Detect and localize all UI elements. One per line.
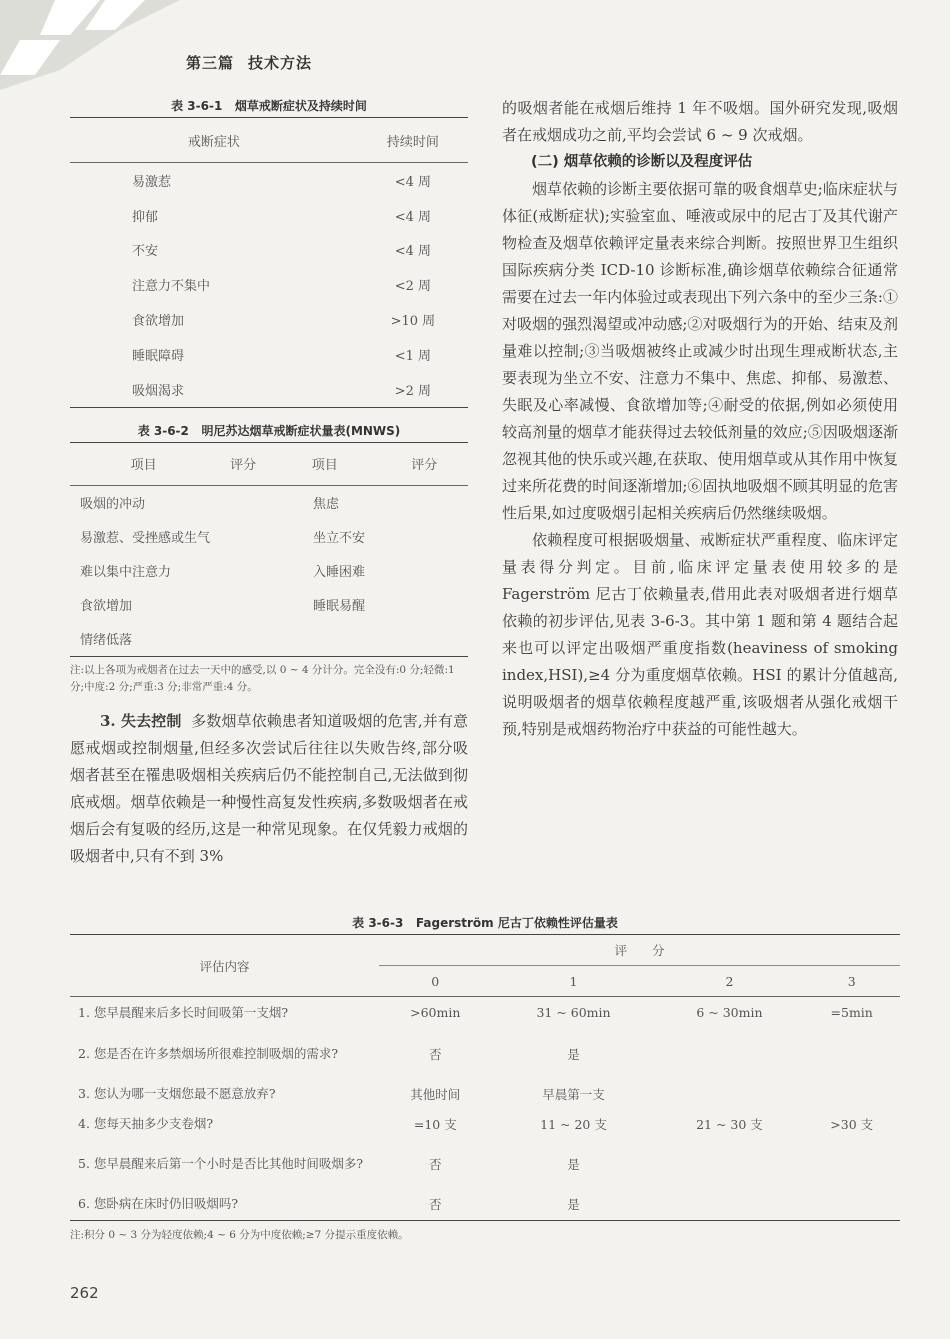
table1 (70, 117, 468, 408)
table1-cell-duration: <2 周 (394, 279, 432, 295)
table1-cell-symptom: 不安 (132, 244, 159, 260)
table1-row (70, 233, 468, 268)
table2-note: 注:以上各项为戒烟者在过去一天中的感受,以 0 ~ 4 分计分。完全没有:0 分;轻微:1 分;中度:2 分;严重:3 分;非常严重:4 分。 (70, 663, 455, 693)
table2-cell-score (217, 520, 269, 554)
table3-row (70, 1189, 900, 1221)
table3-score-cell (655, 1189, 803, 1221)
table2-header: 评分 (217, 442, 269, 485)
table3-question: 2. 您是否在许多禁烟场所很难控制吸烟的需求? (78, 1045, 339, 1061)
table2-cell-item: 睡眠易醒 (312, 599, 365, 615)
table3-score-cell: 6 ~ 30min (696, 1005, 763, 1021)
table3-question: 4. 您每天抽多少支卷烟? (78, 1115, 214, 1131)
table2 (70, 442, 468, 657)
table2-cell-item (269, 622, 380, 657)
table1-header: 戒断症状 (70, 118, 358, 163)
table2-caption (70, 420, 468, 442)
table1-cell-symptom: 食欲增加 (132, 314, 185, 330)
table2-cell-score (217, 588, 269, 622)
table3-question: 3. 您认为哪一支烟您最不愿意放弃? (78, 1085, 276, 1101)
table2-header: 项目 (269, 442, 380, 485)
table3-caption-title: Fagerström 尼古丁依赖性评估量表 (415, 916, 618, 930)
table3-score-cell: 否 (429, 1197, 442, 1213)
table2-cell-score (380, 485, 468, 520)
table3-score-cell: 否 (429, 1156, 442, 1172)
table1-cell-symptom: 吸烟渴求 (132, 383, 185, 399)
para-body: 多数烟草依赖患者知道吸烟的危害,并有意愿戒烟或控制烟量,但经多次尝试后往往以失败告终,部分吸烟者甚至在罹患吸烟相关疾病后仍不能控制自己,无法做到彻底戒烟。烟草依赖是一种慢性高复发性疾病,多数吸烟者在戒烟后会有复吸的经历,这是一种常见现象。在仅凭毅力戒烟的吸烟者中,只有不到 3% (70, 711, 468, 865)
table2-cell-item: 焦虑 (312, 497, 339, 513)
table3-score-cell (655, 1029, 803, 1079)
table2-row (70, 485, 468, 520)
table1-row (70, 302, 468, 337)
table1-cell-duration: <4 周 (394, 174, 432, 190)
table2-row (70, 520, 468, 554)
table1-cell-symptom: 注意力不集中 (132, 279, 211, 295)
table1-cell-symptom: 抑郁 (132, 209, 159, 225)
table2-cell-item: 易激惹、受挫感或生气 (80, 531, 211, 547)
table2-cell-item: 食欲增加 (80, 599, 133, 615)
table3-row (70, 1109, 900, 1139)
table1-row (70, 337, 468, 372)
table1-row (70, 372, 468, 407)
table3-block (70, 912, 900, 1244)
para-lead: 3. 失去控制 (100, 711, 182, 730)
table2-row (70, 622, 468, 657)
table2-cell-score (217, 622, 269, 657)
table2-cell-item: 难以集中注意力 (80, 565, 172, 581)
table3-row (70, 1079, 900, 1109)
table3-score-col: 2 (655, 966, 803, 997)
running-header (186, 52, 312, 73)
table3-question: 5. 您早晨醒来后第一个小时是否比其他时间吸烟多? (78, 1155, 364, 1171)
table3-score-header: 评 分 (379, 935, 900, 966)
table3-score-cell: >60min (410, 1005, 461, 1021)
table3-score-cell: 是 (567, 1046, 580, 1062)
table3 (70, 934, 900, 1221)
table3-score-cell: =10 支 (413, 1116, 457, 1132)
table2-row (70, 554, 468, 588)
table2-cell-score (380, 554, 468, 588)
table2-caption-num: 表 3-6-2 (137, 423, 189, 438)
section-heading: (二) 烟草依赖的诊断以及程度评估 (531, 154, 753, 170)
table3-score-cell: 早晨第一支 (542, 1086, 605, 1102)
table3-score-cell (803, 1139, 900, 1189)
table2-header: 项目 (70, 442, 217, 485)
table3-caption (70, 912, 900, 934)
table3-score-col: 0 (379, 966, 492, 997)
table1-cell-symptom: 易激惹 (132, 174, 172, 190)
page-number: 262 (70, 1284, 99, 1302)
table1-cell-duration: <4 周 (394, 209, 432, 225)
table2-cell-score (217, 485, 269, 520)
table2-cell-score (380, 588, 468, 622)
table1-row (70, 163, 468, 198)
table2-cell-item: 吸烟的冲动 (80, 497, 146, 513)
table1-cell-duration: <4 周 (394, 244, 432, 260)
table3-caption-num: 表 3-6-3 (352, 916, 404, 930)
table2-cell-score (380, 520, 468, 554)
table3-score-col: 1 (492, 966, 656, 997)
table3-score-cell (803, 1079, 900, 1109)
header-part: 第三篇 (186, 54, 235, 72)
table1-cell-duration: >10 周 (390, 314, 436, 330)
table3-question: 6. 您卧病在床时仍旧吸烟吗? (78, 1196, 239, 1212)
table2-caption-title: 明尼苏达烟草戒断症状量表(MNWS) (201, 423, 401, 438)
table1-header: 持续时间 (358, 118, 468, 163)
table1-caption (70, 95, 468, 117)
table3-score-cell: 21 ~ 30 支 (696, 1116, 763, 1132)
table3-score-cell: >30 支 (830, 1116, 874, 1132)
table3-score-cell: 其他时间 (410, 1086, 461, 1102)
table1-cell-duration: >2 周 (394, 383, 432, 399)
table2-header: 评分 (380, 442, 468, 485)
table1-caption-num: 表 3-6-1 (171, 99, 223, 113)
left-column (70, 95, 468, 870)
table3-score-cell (803, 1189, 900, 1221)
table2-cell-item: 入睡困难 (312, 565, 365, 581)
table2-row (70, 588, 468, 622)
table1-caption-title: 烟草戒断症状及持续时间 (234, 99, 367, 113)
right-column (502, 95, 898, 743)
table3-score-cell: 否 (429, 1046, 442, 1062)
table2-cell-item: 情绪低落 (80, 633, 133, 649)
table3-score-cell: 是 (567, 1156, 580, 1172)
table2-cell-item: 坐立不安 (312, 531, 365, 547)
left-paragraph (70, 708, 468, 870)
right-paragraph-2: 烟草依赖的诊断主要依据可靠的吸食烟草史;临床症状与体征(戒断症状);实验室血、唾液或尿中的尼古丁及其代谢产物检查及烟草依赖评定量表来综合判断。按照世界卫生组织国际疾病分类 ICD-10 诊断标准,确诊烟草依赖综合征通常需要在过去一年内体验过或表现出下列六条中的至少三条:①对吸烟的强烈渴望或冲动感;②对吸烟行为的开始、结束及剂量难以控制;③当吸烟被终止或减少时出现生理戒断状态,主要表现为坐立不安、注意力不集中、焦虑、抑郁、易激惹、失眠及心率减慢、食欲增加等;④耐受的依据,例如必须使用较高剂量的烟草才能获得过去较低剂量的效应;⑤因吸烟逐渐忽视其他的快乐或兴趣,在获取、使用烟草或从其作用中恢复过来所花费的时间逐渐增加;⑥固执地吸烟不顾其明显的危害性后果,如过度吸烟引起相关疾病后仍然继续吸烟。 (502, 180, 898, 522)
table3-row (70, 997, 900, 1029)
table3-row (70, 1139, 900, 1189)
table1-cell-duration: <1 周 (394, 348, 432, 364)
table2-cell-score (217, 554, 269, 588)
right-paragraph-3: 依赖程度可根据吸烟量、戒断症状严重程度、临床评定量表得分判定。目前,临床评定量表使用较多的是 Fagerström 尼古丁依赖量表,借用此表对吸烟者进行烟草依赖的初步评估,见表 3-6-3。其中第 1 题和第 4 题结合起来也可以评定出吸烟严重度指数(heaviness of smoking index,HSI),≥4 分为重度烟草依赖。HSI 的累计分值越高,说明吸烟者的烟草依赖程度越严重,该吸烟者从强化戒烟干预,特别是戒烟药物治疗中获益的可能性越大。 (502, 531, 898, 738)
header-section: 技术方法 (248, 54, 313, 72)
table3-score-cell: 11 ~ 20 支 (540, 1116, 607, 1132)
table3-question: 1. 您早晨醒来后多长时间吸第一支烟? (78, 1004, 289, 1020)
table3-score-cell: 31 ~ 60min (536, 1005, 611, 1021)
table3-score-cell (655, 1139, 803, 1189)
table1-row (70, 267, 468, 302)
table3-score-cell (655, 1079, 803, 1109)
table3-score-cell: 是 (567, 1197, 580, 1213)
table1-cell-symptom: 睡眠障碍 (132, 348, 185, 364)
table1-row (70, 198, 468, 233)
corner-decoration (0, 0, 180, 90)
table3-row (70, 1029, 900, 1079)
table3-note: 注:积分 0 ~ 3 分为轻度依赖;4 ~ 6 分为中度依赖;≥7 分提示重度依赖。 (70, 1229, 409, 1241)
right-paragraph-1: 的吸烟者能在戒烟后维持 1 年不吸烟。国外研究发现,吸烟者在戒烟成功之前,平均会尝试 6 ~ 9 次戒烟。 (502, 99, 898, 144)
table3-score-cell (803, 1029, 900, 1079)
table3-item-header: 评估内容 (70, 935, 379, 997)
table3-score-col: 3 (803, 966, 900, 997)
table3-score-cell: =5min (830, 1005, 873, 1021)
table2-cell-score (380, 622, 468, 657)
